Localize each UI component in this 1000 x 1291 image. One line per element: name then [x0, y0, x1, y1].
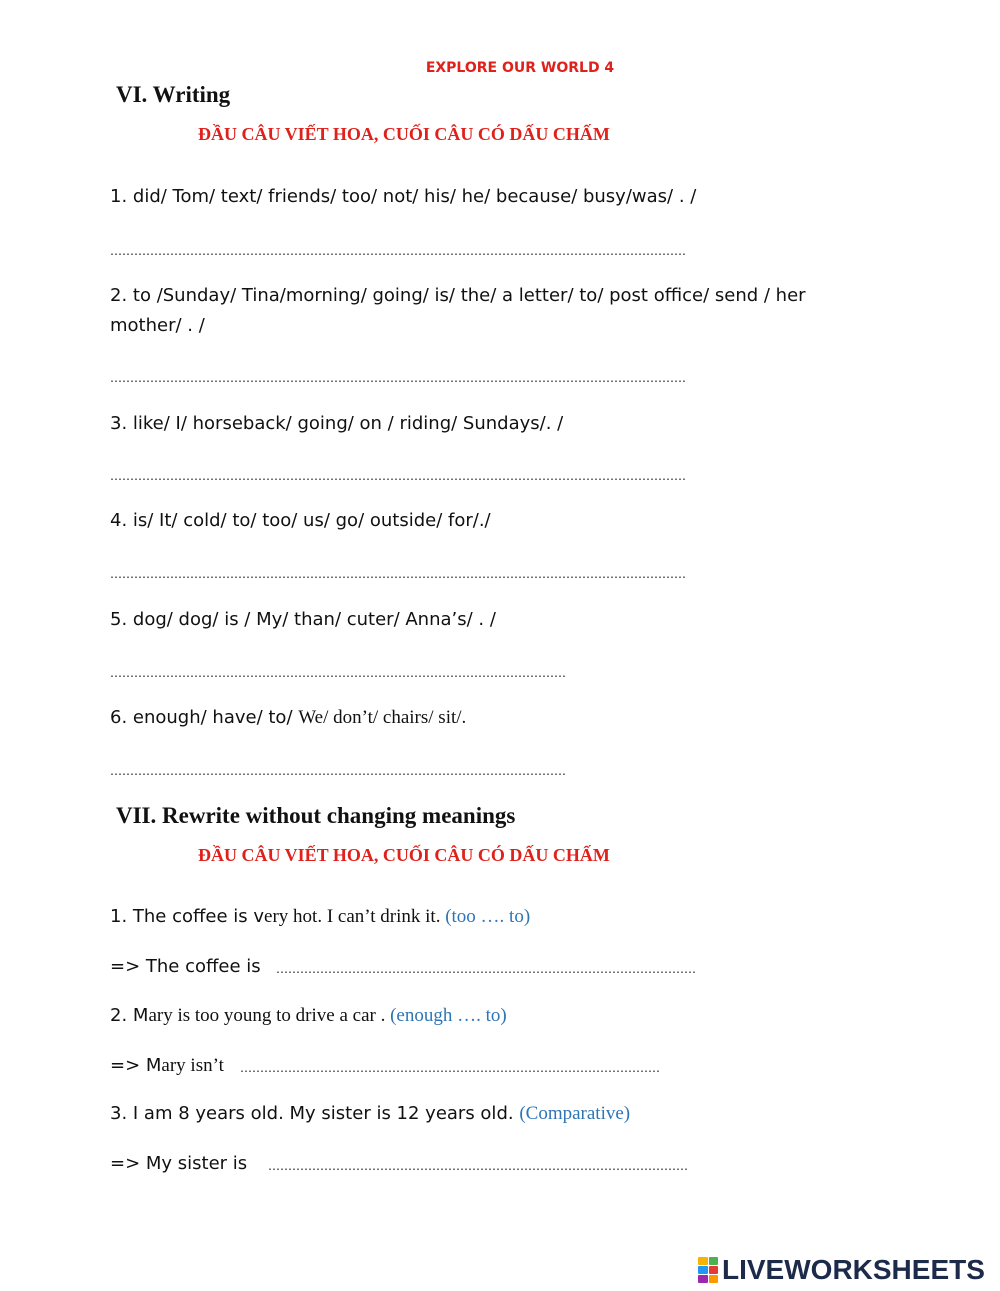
rewrite-answer-1	[110, 956, 261, 977]
rewrite-question-2-part-a: 2. M	[110, 1005, 149, 1026]
rewrite-question-2-hint: (enough …. to)	[390, 1005, 507, 1026]
question-2-line-2: mother/ . /	[110, 315, 205, 336]
liveworksheets-logo-text: LIVEWORKSHEETS	[722, 1254, 985, 1285]
question-6-part-b: We/ don’t/ chairs/ sit/.	[298, 707, 467, 728]
section-7-title: VII. Rewrite without changing meanings	[116, 803, 516, 828]
rewrite-answer-line-1[interactable]: ……………………………………………………………………………………………	[276, 962, 696, 976]
rewrite-question-3-hint: (Comparative)	[519, 1103, 631, 1124]
rewrite-answer-3-prefix: => My sister is	[110, 1153, 248, 1174]
question-1: 1. did/ Tom/ text/ friends/ too/ not/ his/ he/ because/ busy/was/ . /	[110, 186, 697, 207]
rewrite-question-3	[110, 1103, 630, 1125]
rewrite-question-1	[110, 906, 530, 928]
answer-line-3[interactable]: ………………………………………………………………………………………………………………………………	[110, 469, 686, 483]
rewrite-question-2	[110, 1005, 507, 1027]
rewrite-answer-line-2[interactable]: ……………………………………………………………………………………………	[240, 1061, 660, 1075]
section-6-title: VI. Writing	[116, 82, 231, 107]
rewrite-question-3-part-a: 3. I am 8 years old. My sister is 12 years old.	[110, 1103, 520, 1124]
section-6-instruction: ĐẦU CÂU VIẾT HOA, CUỐI CÂU CÓ DẤU CHẤM	[198, 124, 610, 144]
rewrite-answer-2-part-b: ary isn’t	[161, 1055, 224, 1076]
question-3: 3. like/ I/ horseback/ going/ on / riding/ Sundays/. /	[110, 413, 564, 434]
rewrite-answer-line-3[interactable]: ……………………………………………………………………………………………	[268, 1159, 688, 1173]
answer-line-2[interactable]: ………………………………………………………………………………………………………………………………	[110, 371, 686, 385]
question-5: 5. dog/ dog/ is / My/ than/ cuter/ Anna’s/ . /	[110, 609, 496, 630]
answer-line-4[interactable]: ………………………………………………………………………………………………………………………………	[110, 567, 686, 581]
answer-line-6[interactable]: ……………………………………………………………………………………………………	[110, 764, 566, 778]
question-6-part-a: 6. enough/ have/ to/	[110, 707, 299, 728]
liveworksheets-logo-icon	[698, 1257, 718, 1283]
answer-line-5[interactable]: ……………………………………………………………………………………………………	[110, 666, 566, 680]
rewrite-answer-2-part-a: => M	[110, 1055, 162, 1076]
rewrite-answer-3	[110, 1153, 247, 1174]
rewrite-answer-1-prefix: => The coffee is	[110, 956, 261, 977]
question-4: 4. is/ It/ cold/ to/ too/ us/ go/ outside/ for/./	[110, 510, 491, 531]
worksheet-header: EXPLORE OUR WORLD 4	[425, 60, 615, 76]
rewrite-question-1-part-a: 1. The coffee is v	[110, 906, 265, 927]
rewrite-question-1-hint: (too …. to)	[445, 906, 531, 927]
rewrite-answer-2	[110, 1055, 224, 1077]
question-6	[110, 707, 466, 729]
rewrite-question-1-part-b: ery hot. I can’t drink it.	[264, 906, 446, 927]
rewrite-question-2-part-b: ary is too young to drive a car .	[148, 1005, 391, 1026]
answer-line-1[interactable]: ………………………………………………………………………………………………………………………………	[110, 244, 686, 258]
liveworksheets-logo	[698, 1254, 985, 1286]
question-2-line-1: 2. to /Sunday/ Tina/morning/ going/ is/ the/ a letter/ to/ post office/ send / her	[110, 285, 806, 306]
section-7-instruction: ĐẦU CÂU VIẾT HOA, CUỐI CÂU CÓ DẤU CHẤM	[198, 845, 610, 865]
